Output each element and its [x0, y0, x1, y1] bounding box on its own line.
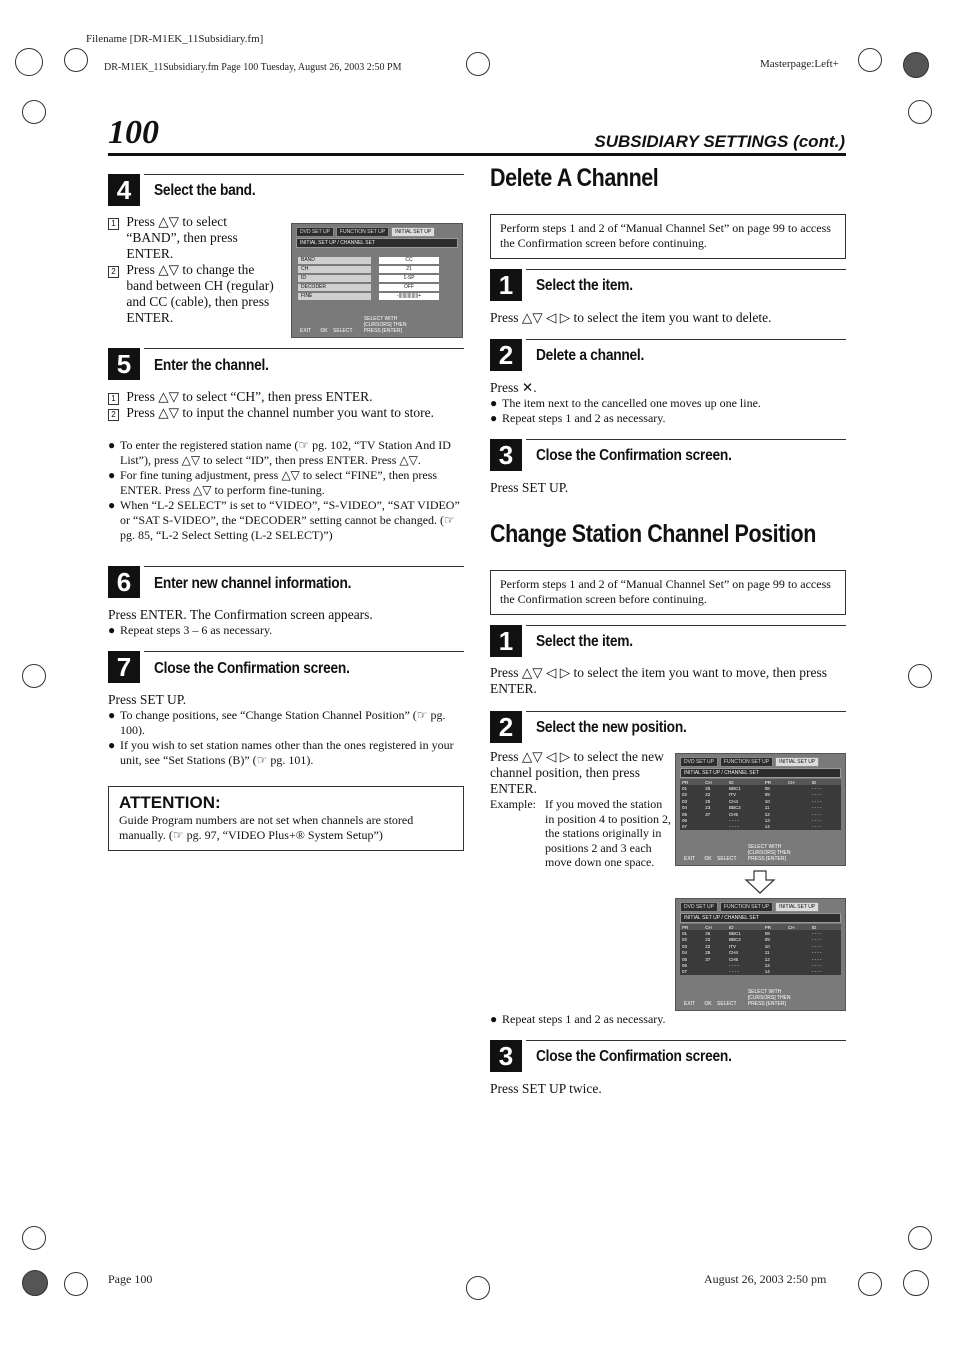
- grid-cell: - - - -: [729, 824, 739, 830]
- grid-cell: ITV: [729, 943, 737, 949]
- bullet-text: To enter the registered station name (☞ pg. 102, “TV Station And ID List”), press △▽ to select “ID”, then press ENTER. Press △▽.: [120, 438, 451, 467]
- grid-cell: 13: [764, 818, 770, 824]
- channel-grid-before: [675, 753, 846, 866]
- grid-cell: 22: [705, 792, 711, 798]
- osd-tab: DVD SET UP: [296, 227, 334, 237]
- osd-ok: OK: [704, 856, 712, 862]
- registration-mark-right-lower: [908, 1226, 932, 1250]
- step-7-title: Close the Confirmation screen.: [154, 660, 350, 677]
- delete-step-1-rule: [526, 269, 846, 270]
- grid-cell: 12: [764, 956, 770, 962]
- change-step-2-bullet: ● Repeat steps 1 and 2 as necessary.: [490, 1012, 666, 1026]
- osd-select: SELECT: [717, 1001, 737, 1007]
- grid-cell: 08: [764, 931, 770, 937]
- change-step-3-number: 3: [490, 1040, 522, 1072]
- grid-cell: 10: [764, 798, 770, 804]
- filename-label: Filename [DR-M1EK_11Subsidiary.fm]: [86, 33, 264, 45]
- grid-cell: 26: [705, 786, 711, 792]
- grid-cell: BBC2: [729, 937, 741, 943]
- masterpage-label: Masterpage:Left+: [760, 58, 839, 70]
- grid-cell: 37: [705, 956, 711, 962]
- grid-cell: 25: [705, 798, 711, 804]
- grid-cell: - - - -: [811, 969, 822, 975]
- registration-mark-right-upper: [908, 100, 932, 124]
- grid-cell: 22: [705, 943, 711, 949]
- grid-cell: - - - -: [729, 818, 739, 824]
- osd-select: SELECT: [333, 328, 353, 334]
- bullet-text: The item next to the cancelled one moves up one line.: [502, 396, 761, 410]
- step-6-title: Enter new channel information.: [154, 575, 352, 592]
- registration-mark-top-left-2: [64, 48, 88, 72]
- osd-value: 21: [379, 266, 439, 273]
- grid-row: [680, 824, 841, 830]
- step-5-item-2-text: Press △▽ to input the channel number you want to store.: [126, 405, 434, 420]
- header-rule: [108, 153, 846, 156]
- grid-cell: - - - -: [811, 943, 822, 949]
- running-title: SUBSIDIARY SETTINGS (cont.): [594, 132, 845, 151]
- osd-exit: EXIT: [684, 856, 696, 862]
- grid-header-cell: CH: [786, 779, 810, 785]
- osd-label: FINE: [298, 293, 371, 300]
- grid-header-cell: PR: [763, 779, 786, 785]
- file-info-line: DR-M1EK_11Subsidiary.fm Page 100 Tuesday, August 26, 2003 2:50 PM: [104, 62, 402, 73]
- grid-cell: - - - -: [811, 805, 822, 811]
- grid-cell: 05: [682, 956, 688, 962]
- osd-label: DECODER: [298, 284, 371, 291]
- grid-header-cell: PR: [680, 924, 703, 930]
- channel-grid-after: [675, 898, 846, 1011]
- grid-cell: ITV: [729, 792, 737, 798]
- change-step-2-number: 2: [490, 711, 522, 743]
- change-note-text: Perform steps 1 and 2 of “Manual Channel Set” on page 99 to access the Confirmation screen before continuing.: [500, 577, 831, 606]
- step-5-item-1-text: Press △▽ to select “CH”, then press ENTER.: [126, 389, 373, 404]
- osd-title-bar: INITIAL SET UP / CHANNEL SET: [680, 768, 841, 778]
- grid-cell: - - - -: [811, 798, 822, 804]
- osd-instructions: SELECT WITH [CURSORS] THEN PRESS [ENTER]: [747, 989, 791, 1007]
- grid-cell: BBC1: [729, 931, 741, 937]
- grid-cell: [703, 969, 727, 975]
- grid-row: [680, 969, 841, 975]
- grid-cell: 02: [682, 937, 688, 943]
- registration-mark-top-right-2: [903, 52, 929, 78]
- osd-tab: DVD SET UP: [680, 902, 718, 912]
- delete-step-1-title: Select the item.: [536, 277, 633, 294]
- grid-cell: 23: [705, 805, 711, 811]
- grid-cell: 09: [764, 937, 770, 943]
- step-5-bullets: [108, 438, 464, 542]
- step-4-item-2-text: Press △▽ to change the band between CH (regular) and CC (cable), then press ENTER.: [126, 262, 274, 325]
- delete-step-2-bullets: [490, 396, 846, 425]
- page-number: 100: [108, 114, 159, 151]
- registration-mark-bottom-left-2: [64, 1272, 88, 1296]
- delete-step-2-text: Press ✕.: [490, 380, 537, 395]
- grid-cell: - - - -: [811, 786, 822, 792]
- osd-title-bar: INITIAL SET UP / CHANNEL SET: [680, 913, 841, 923]
- step-4-number: 4: [108, 174, 140, 206]
- bullet-item: ● Repeat steps 1 and 2 as necessary.: [490, 410, 666, 425]
- grid-cell: 06: [682, 963, 688, 969]
- osd-tab: FUNCTION SET UP: [720, 757, 773, 767]
- bullet-text: For fine tuning adjustment, press △▽ to select “FINE”, then press ENTER. Press △▽ to perform fine-tuning.: [120, 468, 438, 497]
- bullet-text: Repeat steps 1 and 2 as necessary.: [502, 1012, 666, 1026]
- osd-select: SELECT: [717, 856, 737, 862]
- osd-tab: FUNCTION SET UP: [336, 227, 389, 237]
- osd-instructions: SELECT WITH [CURSORS] THEN PRESS [ENTER]: [747, 844, 791, 862]
- grid-header-cell: ID: [810, 779, 841, 785]
- grid-header-cell: CH: [703, 779, 727, 785]
- step-5-item-2: [108, 405, 464, 421]
- step-6-number: 6: [108, 566, 140, 598]
- grid-cell: 03: [682, 798, 688, 804]
- grid-cell: - - - -: [729, 969, 739, 975]
- grid-cell: 04: [682, 805, 688, 811]
- step-5-item-1: [108, 389, 464, 405]
- grid-cell: [786, 969, 810, 975]
- grid-cell: CH5: [729, 811, 739, 817]
- grid-cell: BBC1: [729, 786, 741, 792]
- registration-mark-bottom-center: [466, 1276, 490, 1300]
- grid-cell: 23: [705, 937, 711, 943]
- change-step-1-text: Press △▽ ◁ ▷ to select the item you want to move, then press ENTER.: [490, 665, 827, 696]
- step-4-rule: [144, 174, 464, 175]
- registration-mark-bottom-right-2: [903, 1270, 929, 1296]
- delete-step-3-number: 3: [490, 439, 522, 471]
- grid-cell: - - - -: [811, 950, 822, 956]
- step-7-bullets: [108, 708, 464, 767]
- osd-instructions: SELECT WITH [CURSORS] THEN PRESS [ENTER]: [363, 316, 407, 334]
- grid-cell: 14: [764, 969, 770, 975]
- bullet-text: Repeat steps 3 – 6 as necessary.: [120, 623, 273, 637]
- grid-header-cell: ID: [727, 779, 763, 785]
- change-note-box: [490, 570, 846, 615]
- down-arrow-icon: [744, 870, 776, 894]
- grid-cell: 03: [682, 943, 688, 949]
- osd-exit: EXIT: [300, 328, 312, 334]
- change-step-3-text: Press SET UP twice.: [490, 1081, 602, 1096]
- step-5-rule: [144, 348, 464, 349]
- grid-cell: [786, 824, 810, 830]
- item-number: 2: [108, 409, 119, 421]
- registration-mark-left-lower: [22, 1226, 46, 1250]
- step-6-bullet: ● Repeat steps 3 – 6 as necessary.: [108, 623, 273, 637]
- change-step-2-rule: [526, 711, 846, 712]
- delete-note-box: [490, 214, 846, 259]
- step-4-item-1: [108, 214, 283, 262]
- grid-cell: 11: [764, 950, 770, 956]
- change-position-heading: Change Station Channel Position: [490, 520, 816, 548]
- grid-cell: - - - -: [811, 792, 822, 798]
- delete-step-2-rule: [526, 339, 846, 340]
- grid-cell: 08: [764, 786, 770, 792]
- registration-mark-top-left: [15, 48, 43, 76]
- step-5-number: 5: [108, 348, 140, 380]
- grid-header-cell: PR: [763, 924, 786, 930]
- registration-mark-top-right: [858, 48, 882, 72]
- osd-tab-active: INITIAL SET UP: [775, 902, 819, 912]
- channel-table-before: [680, 779, 841, 830]
- step-4-item-1-text: Press △▽ to select “BAND”, then press ENTER.: [126, 214, 238, 261]
- osd-tab: FUNCTION SET UP: [720, 902, 773, 912]
- grid-cell: 07: [682, 824, 688, 830]
- grid-cell: - - - -: [811, 818, 822, 824]
- osd-footer: [684, 989, 808, 1007]
- grid-cell: - - - -: [811, 931, 822, 937]
- grid-cell: 26: [705, 931, 711, 937]
- grid-cell: CH4: [729, 950, 739, 956]
- change-step-2-text: Press △▽ ◁ ▷ to select the new channel position, then press ENTER.: [490, 749, 664, 796]
- osd-ok: OK: [320, 328, 328, 334]
- osd-ok: OK: [704, 1001, 712, 1007]
- osd-footer: [300, 316, 424, 334]
- grid-cell: BBC2: [729, 805, 741, 811]
- grid-header-cell: CH: [703, 924, 727, 930]
- grid-cell: - - - -: [729, 963, 739, 969]
- grid-cell: 37: [705, 811, 711, 817]
- registration-mark-right-mid: [908, 664, 932, 688]
- change-step-3-rule: [526, 1040, 846, 1041]
- delete-step-2-title: Delete a channel.: [536, 347, 645, 364]
- change-step-2-title: Select the new position.: [536, 719, 687, 736]
- step-6-text: Press ENTER. The Confirmation screen appears.: [108, 607, 373, 622]
- grid-cell: - - - -: [811, 937, 822, 943]
- delete-step-3-title: Close the Confirmation screen.: [536, 447, 732, 464]
- change-step-3-title: Close the Confirmation screen.: [536, 1048, 732, 1065]
- bullet-item: ● To enter the registered station name (☞ pg. 102, “TV Station And ID List”), press △▽ to select “ID”, then press ENTER. Press △▽.: [108, 438, 464, 467]
- change-step-1-number: 1: [490, 625, 522, 657]
- step-7-rule: [144, 651, 464, 652]
- grid-cell: 02: [682, 792, 688, 798]
- grid-cell: 01: [682, 931, 688, 937]
- delete-channel-heading: Delete A Channel: [490, 164, 659, 192]
- grid-cell: 09: [764, 792, 770, 798]
- bullet-text: To change positions, see “Change Station Channel Position” (☞ pg. 100).: [120, 708, 446, 737]
- osd-value: CC: [379, 257, 439, 264]
- grid-cell: 05: [682, 811, 688, 817]
- delete-step-1-number: 1: [490, 269, 522, 301]
- change-step-1-title: Select the item.: [536, 633, 633, 650]
- attention-text: Guide Program numbers are not set when channels are stored manually. (☞ pg. 97, “VIDEO Plus+® System Setup”): [119, 813, 414, 842]
- osd-tab-active: INITIAL SET UP: [391, 227, 435, 237]
- grid-cell: CH4: [729, 798, 739, 804]
- grid-header-cell: PR: [680, 779, 703, 785]
- registration-mark-bottom-left: [22, 1270, 48, 1296]
- delete-step-2-number: 2: [490, 339, 522, 371]
- grid-cell: 11: [764, 805, 770, 811]
- grid-cell: CH5: [729, 956, 739, 962]
- osd-label: ID: [298, 275, 371, 282]
- osd-value: -|||||||||||||||+: [379, 293, 439, 300]
- step-4-item-2: [108, 262, 283, 326]
- osd-label: BAND: [298, 257, 371, 264]
- osd-tab-active: INITIAL SET UP: [775, 757, 819, 767]
- step-6-rule: [144, 566, 464, 567]
- bullet-text: When “L-2 SELECT” is set to “VIDEO”, “S-VIDEO”, “SAT VIDEO” or “SAT S-VIDEO”, the “DECODER” setting cannot be changed. (☞ pg. 85, “L-2 Select Setting (L-2 SELECT)”): [120, 498, 460, 542]
- grid-cell: - - - -: [811, 811, 822, 817]
- bullet-item: ● For fine tuning adjustment, press △▽ to select “FINE”, then press ENTER. Press △▽ to perform fine-tuning.: [108, 468, 464, 497]
- attention-title: ATTENTION:: [119, 793, 221, 812]
- grid-header-cell: ID: [810, 924, 841, 930]
- grid-cell: 12: [764, 811, 770, 817]
- footer-date: August 26, 2003 2:50 pm: [704, 1272, 827, 1286]
- osd-label: CH: [298, 266, 371, 273]
- grid-header-cell: ID: [727, 924, 763, 930]
- example-text: If you moved the station in position 4 to position 2, the stations originally in positions 2 and 3 each move down one space.: [545, 797, 672, 870]
- grid-cell: - - - -: [811, 956, 822, 962]
- osd-exit: EXIT: [684, 1001, 696, 1007]
- osd-footer: [684, 844, 808, 862]
- bullet-item: ● When “L-2 SELECT” is set to “VIDEO”, “S-VIDEO”, “SAT VIDEO” or “SAT S-VIDEO”, the “DECODER” setting cannot be changed. (☞ pg. 85, “L-2 Select Setting (L-2 SELECT)”): [108, 498, 464, 542]
- osd-value: OFF: [379, 284, 439, 291]
- footer-page: Page 100: [108, 1272, 153, 1286]
- step-4-title: Select the band.: [154, 182, 256, 199]
- example-label: Example:: [490, 797, 536, 811]
- step-5-title: Enter the channel.: [154, 357, 269, 374]
- bullet-item: ● If you wish to set station names other than the ones registered in your unit, see “Set Stations (B)” (☞ pg. 101).: [108, 738, 464, 767]
- bullet-item: ● The item next to the cancelled one moves up one line.: [490, 396, 761, 410]
- step-7-text: Press SET UP.: [108, 692, 187, 707]
- grid-cell: 07: [682, 969, 688, 975]
- grid-cell: 25: [705, 950, 711, 956]
- bullet-text: If you wish to set station names other than the ones registered in your unit, see “Set Stations (B)” (☞ pg. 101).: [120, 738, 454, 767]
- channel-table-after: [680, 924, 841, 975]
- item-number: 1: [108, 218, 119, 230]
- grid-header-cell: CH: [786, 924, 810, 930]
- delete-step-3-rule: [526, 439, 846, 440]
- registration-mark-top-center: [466, 52, 490, 76]
- grid-cell: 06: [682, 818, 688, 824]
- osd-title-bar: INITIAL SET UP / CHANNEL SET: [296, 238, 458, 248]
- band-setup-screen: [291, 223, 463, 338]
- grid-cell: [703, 824, 727, 830]
- grid-cell: - - - -: [811, 824, 822, 830]
- grid-cell: 13: [764, 963, 770, 969]
- registration-mark-left-upper: [22, 100, 46, 124]
- grid-cell: - - - -: [811, 963, 822, 969]
- osd-tab: DVD SET UP: [680, 757, 718, 767]
- change-step-1-rule: [526, 625, 846, 626]
- item-number: 1: [108, 393, 119, 405]
- grid-cell: 10: [764, 943, 770, 949]
- delete-step-3-text: Press SET UP.: [490, 480, 569, 495]
- grid-cell: 01: [682, 786, 688, 792]
- delete-step-1-text: Press △▽ ◁ ▷ to select the item you want to delete.: [490, 310, 772, 325]
- osd-value: 1-SP: [379, 275, 439, 282]
- bullet-text: Repeat steps 1 and 2 as necessary.: [502, 410, 666, 425]
- registration-mark-bottom-right: [858, 1272, 882, 1296]
- step-7-number: 7: [108, 651, 140, 683]
- bullet-item: ● To change positions, see “Change Station Channel Position” (☞ pg. 100).: [108, 708, 464, 737]
- grid-cell: 04: [682, 950, 688, 956]
- item-number: 2: [108, 266, 119, 278]
- registration-mark-left-mid: [22, 664, 46, 688]
- delete-note-text: Perform steps 1 and 2 of “Manual Channel Set” on page 99 to access the Confirmation screen before continuing.: [500, 221, 831, 250]
- attention-box: [108, 786, 464, 851]
- grid-cell: 14: [764, 824, 770, 830]
